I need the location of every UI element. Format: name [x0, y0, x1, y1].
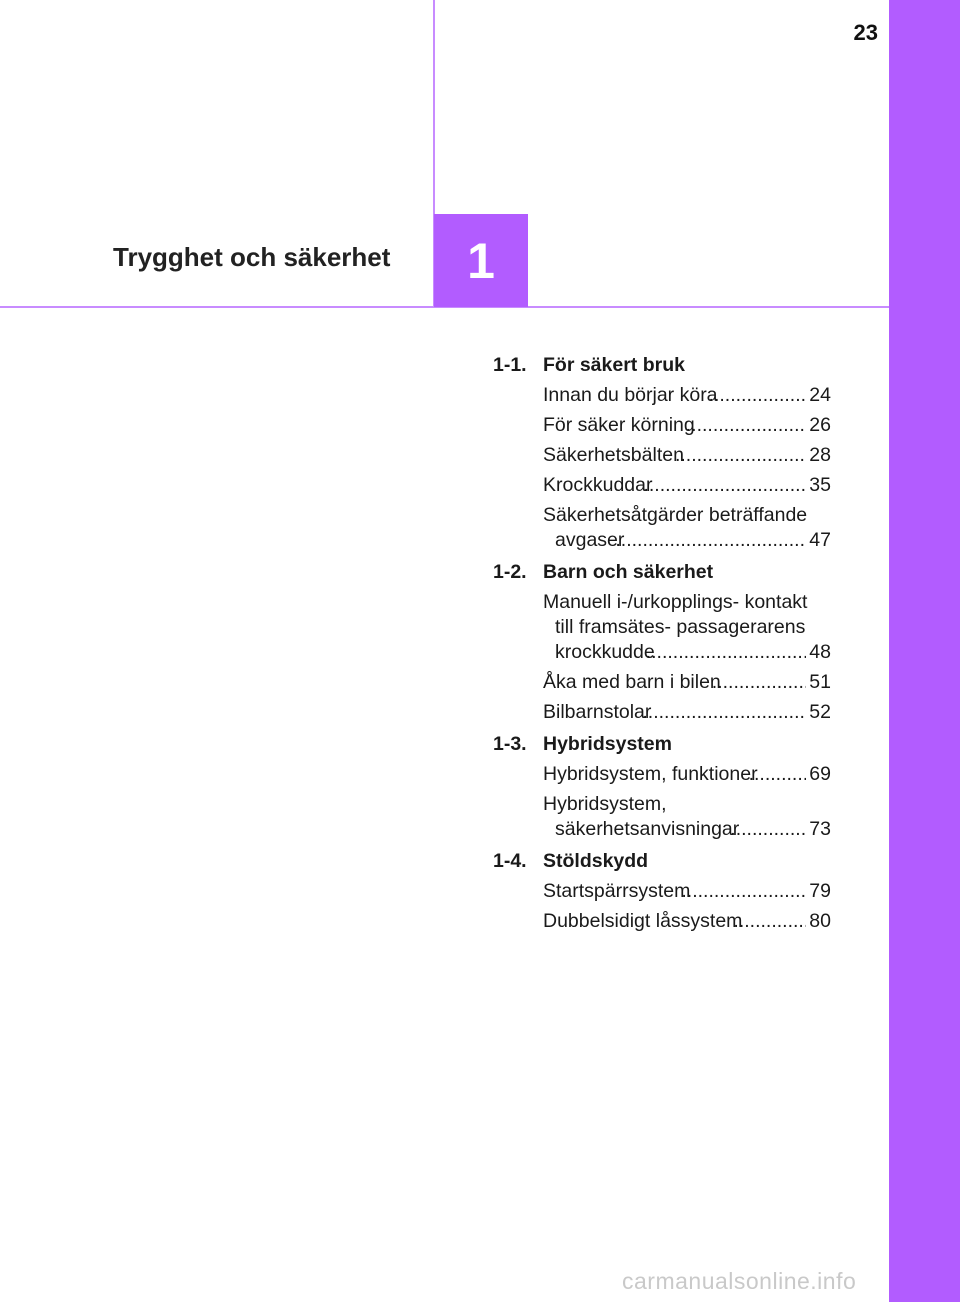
- entry-title: Manuell i-/urkopplings- kontakt till framsätes- passagerarens krockkudde .....: [543, 591, 807, 663]
- entry-title: Startspärrsystem .....: [543, 880, 693, 902]
- entry-title: Hybridsystem, funktioner .....: [543, 763, 761, 785]
- toc-entry[interactable]: [543, 792, 831, 842]
- entry-page: 28: [806, 443, 831, 468]
- entry-page: 51: [806, 670, 831, 695]
- toc-section[interactable]: [493, 849, 831, 874]
- entry-title: Dubbelsidigt låssystem .....: [543, 910, 745, 932]
- entry-page: 48: [806, 640, 831, 665]
- toc-entry[interactable]: [543, 700, 831, 725]
- table-of-contents: [493, 353, 831, 939]
- entry-page: 52: [806, 700, 831, 725]
- entry-title: Krockkuddar .....: [543, 474, 655, 496]
- entry-page: 80: [806, 909, 831, 934]
- entry-page: 35: [806, 473, 831, 498]
- toc-entry[interactable]: [543, 590, 831, 665]
- toc-section[interactable]: [493, 560, 831, 585]
- side-tab-bar: [889, 0, 960, 1302]
- section-title: Barn och säkerhet: [543, 561, 714, 583]
- section-title: Stöldskydd: [543, 850, 649, 872]
- entry-title: Innan du börjar köra .....: [543, 384, 721, 406]
- entry-page: 26: [806, 413, 831, 438]
- page-number: 23: [853, 20, 878, 45]
- chapter-number: 1: [467, 232, 495, 289]
- section-title: För säkert bruk: [543, 354, 685, 376]
- entry-title: Åka med barn i bilen .....: [543, 671, 724, 693]
- entry-page: 79: [806, 879, 831, 904]
- chapter-title: Trygghet och säkerhet: [113, 242, 391, 272]
- entry-title: För säker körning .....: [543, 414, 698, 436]
- entry-page: 69: [806, 762, 831, 787]
- toc-entry[interactable]: [543, 762, 831, 787]
- entry-title: Hybridsystem, säkerhetsanvisningar .....: [543, 793, 742, 840]
- toc-entry[interactable]: [543, 503, 831, 553]
- section-title: Hybridsystem: [543, 733, 672, 755]
- toc-section[interactable]: [493, 353, 831, 378]
- entry-page: 24: [806, 383, 831, 408]
- section-number: 1-4.: [493, 850, 527, 872]
- entry-title: Bilbarnstolar .....: [543, 701, 654, 723]
- watermark: carmanualsonline.info: [622, 1268, 857, 1294]
- toc-entry[interactable]: [543, 383, 831, 408]
- toc-entry[interactable]: [543, 670, 831, 695]
- section-number: 1-3.: [493, 733, 527, 755]
- section-number: 1-2.: [493, 561, 527, 583]
- toc-entry[interactable]: [543, 473, 831, 498]
- toc-entry[interactable]: [543, 909, 831, 934]
- section-number: 1-1.: [493, 354, 527, 376]
- toc-entry[interactable]: [543, 443, 831, 468]
- entry-page: 47: [806, 528, 831, 553]
- toc-entry[interactable]: [543, 879, 831, 904]
- entry-title: Säkerhetsåtgärder beträffande avgaser .....: [543, 504, 807, 551]
- toc-entry[interactable]: [543, 413, 831, 438]
- entry-title: Säkerhetsbälten .....: [543, 444, 687, 466]
- chapter-number-box: [434, 214, 528, 307]
- toc-section[interactable]: [493, 732, 831, 757]
- entry-page: 73: [806, 817, 831, 842]
